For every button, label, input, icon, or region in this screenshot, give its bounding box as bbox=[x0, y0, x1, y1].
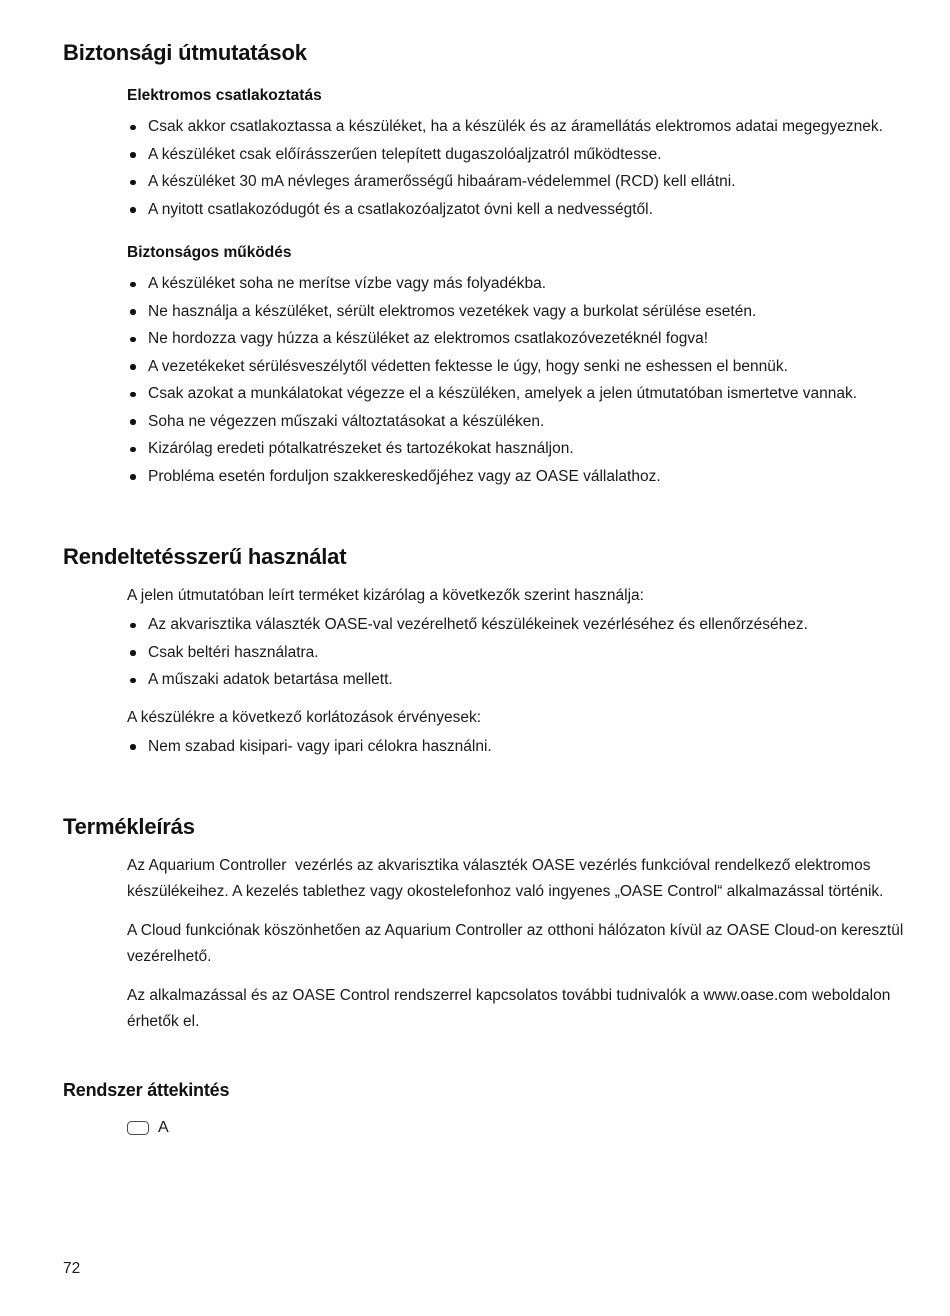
list-item bbox=[127, 196, 906, 224]
electrical-connection-list bbox=[127, 113, 906, 223]
list-item bbox=[127, 463, 906, 491]
subsection-title-safe-operation: Biztonságos működés bbox=[127, 244, 292, 261]
bullet-icon bbox=[130, 623, 136, 629]
product-description-paragraph: Az alkalmazással és az OASE Control rendszerrel kapcsolatos további tudnivalók a www.oase.com weboldalon érhetők el. bbox=[127, 987, 895, 1030]
list-item bbox=[127, 733, 906, 761]
figure-ref-label: A bbox=[158, 1119, 169, 1136]
list-item-text: Soha ne végezzen műszaki változtatásokat a készüléken. bbox=[148, 412, 545, 430]
list-item bbox=[127, 408, 906, 436]
bullet-icon bbox=[130, 744, 136, 750]
list-item-text: A műszaki adatok betartása mellett. bbox=[148, 671, 393, 688]
bullet-icon bbox=[130, 419, 136, 425]
list-item-text: Nem szabad kisipari- vagy ipari célokra használni. bbox=[148, 737, 492, 755]
list-item bbox=[127, 270, 906, 298]
subsection-title-system-overview: Rendszer áttekintés bbox=[63, 1080, 230, 1100]
bullet-icon bbox=[130, 337, 136, 343]
section-intended-use-body bbox=[127, 583, 906, 760]
figure-reference bbox=[127, 1120, 906, 1136]
restrictions-list bbox=[127, 733, 906, 761]
list-item-text: A vezetékeket sérülésveszélytől védetten fektesse le úgy, hogy senki ne eshessen el bennük. bbox=[148, 357, 788, 375]
intended-use-intro: A jelen útmutatóban leírt terméket kizárólag a következők szerint használja: bbox=[127, 587, 644, 604]
list-item-text: A nyitott csatlakozódugót és a csatlakozóaljzatot óvni kell a nedvességtől. bbox=[148, 200, 653, 218]
list-item bbox=[127, 325, 906, 353]
bullet-icon bbox=[130, 282, 136, 288]
bullet-icon bbox=[130, 309, 136, 315]
list-item bbox=[127, 611, 906, 639]
bullet-icon bbox=[130, 207, 136, 213]
product-description-paragraph: Az Aquarium Controller vezérlés az akvarisztika választék OASE vezérlés funkcióval rendelkező elektromos készülékeihez. A kezelés tablethez vagy okostelefonhoz való ingyenes „OASE Control“ alkalmazással történik. bbox=[127, 857, 884, 900]
list-item bbox=[127, 435, 906, 463]
list-item-text: Csak beltéri használatra. bbox=[148, 643, 319, 661]
restrictions-intro: A készülékre a következő korlátozások érvényesek: bbox=[127, 708, 482, 726]
list-item-text: Csak azokat a munkálatokat végezze el a készüléken, amelyek a jelen útmutatóban ismertetve vannak. bbox=[148, 385, 858, 402]
list-item-text: A készüléket 30 mA névleges áramerősségű hibaáram-védelemmel (RCD) kell ellátni. bbox=[148, 173, 736, 190]
list-item bbox=[127, 353, 906, 381]
list-item bbox=[127, 141, 906, 169]
bullet-icon bbox=[130, 678, 136, 684]
list-item-text: A készüléket soha ne merítse vízbe vagy más folyadékba. bbox=[148, 275, 547, 292]
list-item bbox=[127, 639, 906, 667]
bullet-icon bbox=[130, 392, 136, 398]
list-item bbox=[127, 168, 906, 196]
bullet-icon bbox=[130, 474, 136, 480]
section-title-product-description: Termékleírás bbox=[63, 814, 195, 839]
section-safety-body bbox=[127, 86, 906, 490]
section-product-description bbox=[63, 814, 906, 1136]
section-intended-use bbox=[63, 544, 906, 760]
list-item-text: Az akvarisztika választék OASE-val vezérelhető készülékeinek vezérléséhez és ellenőrzéséhez. bbox=[148, 616, 808, 633]
section-safety bbox=[63, 40, 906, 490]
list-item bbox=[127, 380, 906, 408]
list-item-text: Probléma esetén forduljon szakkereskedőjéhez vagy az OASE vállalathoz. bbox=[148, 467, 661, 485]
list-item-text: Kizárólag eredeti pótalkatrészeket és tartozékokat használjon. bbox=[148, 440, 574, 457]
figure-frame-icon bbox=[127, 1121, 149, 1135]
list-item-text: Ne hordozza vagy húzza a készüléket az elektromos csatlakozóvezetéknél fogva! bbox=[148, 330, 709, 347]
bullet-icon bbox=[130, 364, 136, 370]
bullet-icon bbox=[130, 447, 136, 453]
list-item bbox=[127, 113, 906, 141]
safe-operation-list bbox=[127, 270, 906, 490]
bullet-icon bbox=[130, 125, 136, 131]
bullet-icon bbox=[130, 180, 136, 186]
list-item-text: A készüléket csak előírásszerűen telepített dugaszolóaljzatról működtesse. bbox=[148, 145, 662, 163]
list-item bbox=[127, 298, 906, 326]
intended-use-list bbox=[127, 611, 906, 694]
list-item-text: Ne használja a készüléket, sérült elektromos vezetékek vagy a burkolat sérülése esetén. bbox=[148, 302, 757, 320]
section-product-description-body bbox=[127, 853, 906, 1035]
bullet-icon bbox=[130, 152, 136, 158]
list-item-text: Csak akkor csatlakoztassa a készüléket, ha a készülék és az áramellátás elektromos adatai megegyeznek. bbox=[148, 118, 883, 135]
bullet-icon bbox=[130, 650, 136, 656]
subsection-title-electrical-connection: Elektromos csatlakoztatás bbox=[127, 87, 322, 104]
list-item bbox=[127, 666, 906, 694]
section-title-intended-use: Rendeltetésszerű használat bbox=[63, 544, 347, 569]
section-title-safety: Biztonsági útmutatások bbox=[63, 40, 307, 65]
product-description-paragraph: A Cloud funkciónak köszönhetően az Aquarium Controller az otthoni hálózaton kívül az OASE Cloud-on keresztül vezérelhető. bbox=[127, 922, 908, 965]
page-number: 72 bbox=[63, 1260, 81, 1277]
